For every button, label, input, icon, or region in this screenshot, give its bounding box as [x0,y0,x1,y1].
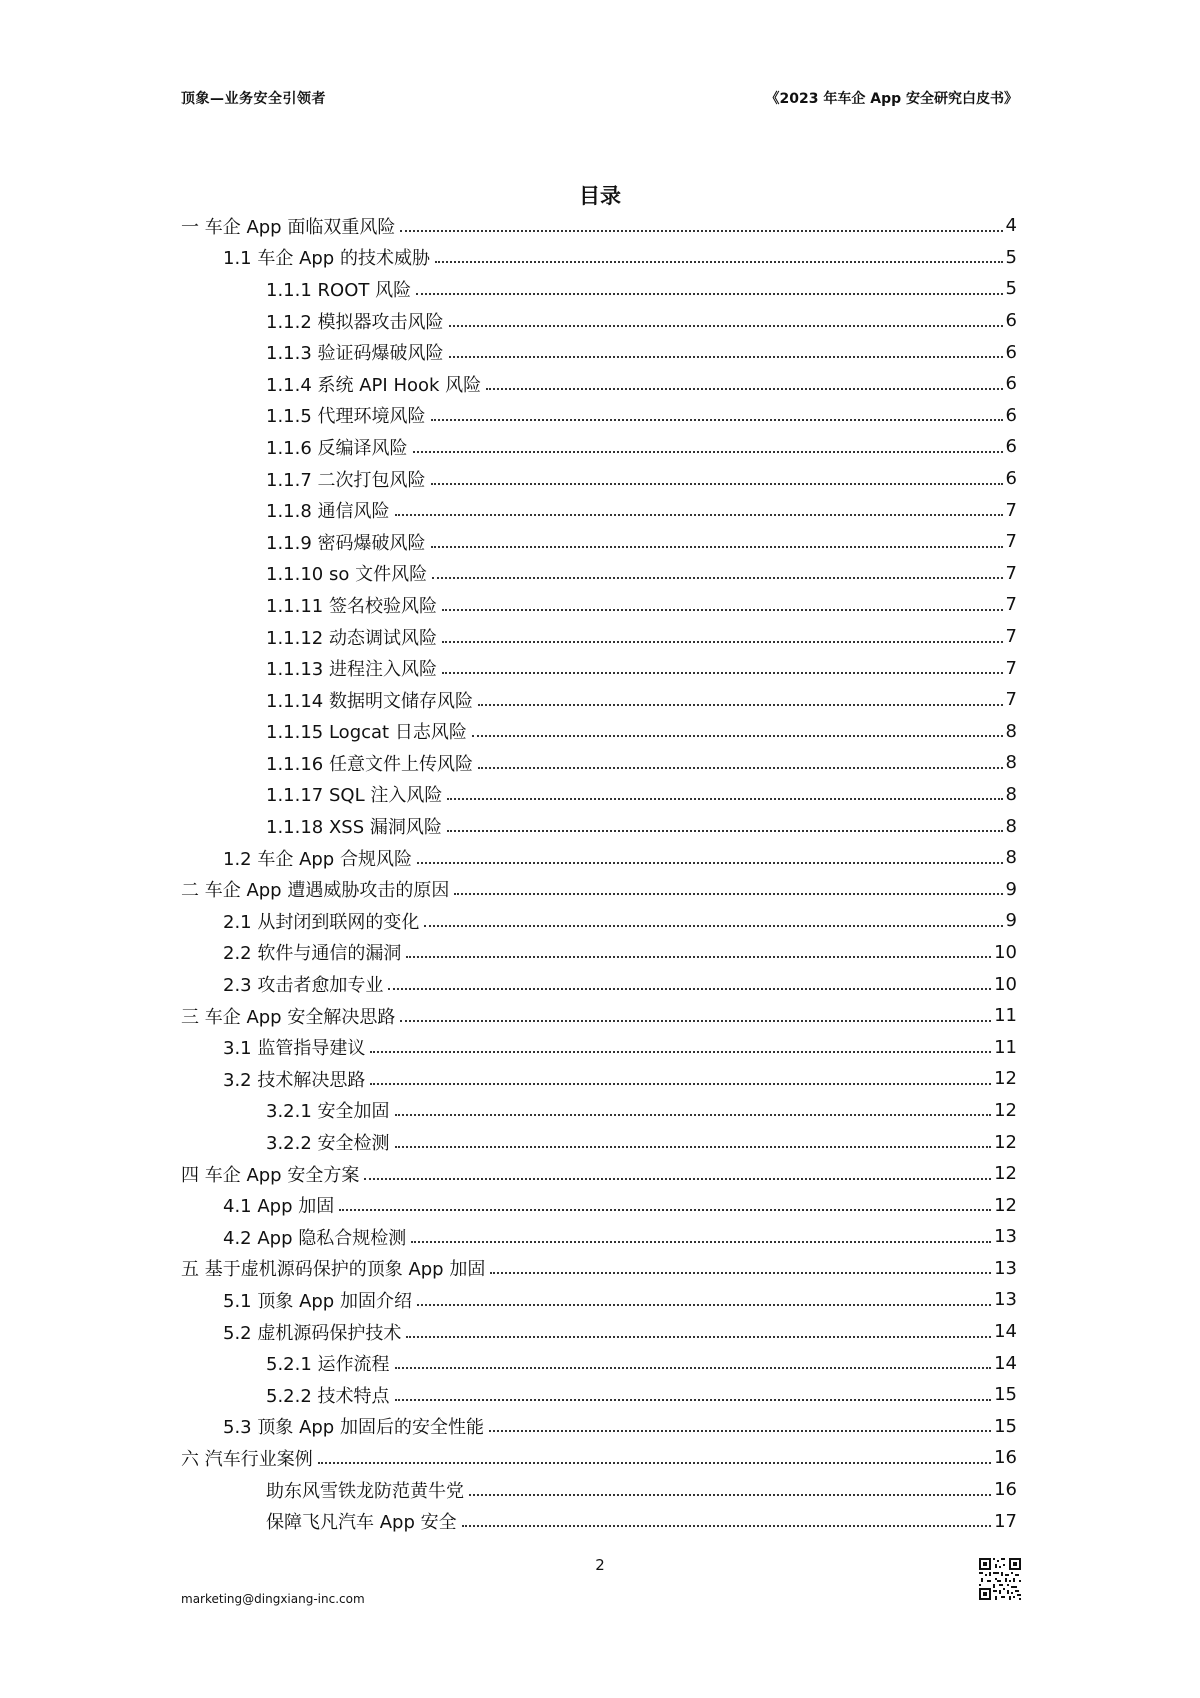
toc-entry-page: 4 [1005,215,1017,237]
toc-entry[interactable] [181,1474,1017,1506]
toc-entry-title: 四 车企 App 安全方案 [181,1164,360,1186]
toc-entry-page: 14 [994,1352,1017,1374]
toc-dot-leader [417,862,1003,864]
toc-entry-page: 13 [994,1289,1017,1311]
toc-entry[interactable] [181,873,1017,905]
toc-entry-title: 5.2.2 技术特点 [266,1385,390,1407]
toc-entry-title: 六 汽车行业案例 [181,1448,313,1470]
toc-dot-leader [370,1051,991,1053]
toc-entry-page: 8 [1005,815,1017,837]
toc-entry-title: 1.1.5 代理环境风险 [266,406,426,428]
toc-entry[interactable] [181,1347,1017,1379]
toc-entry-title: 2.2 软件与通信的漏洞 [223,943,402,965]
toc-dot-leader [442,641,1003,643]
toc-entry[interactable] [181,336,1017,368]
toc-entry-page: 12 [994,1163,1017,1185]
toc-dot-leader [370,1083,991,1085]
toc-entry[interactable] [181,968,1017,1000]
toc-entry-title: 三 车企 App 安全解决思路 [181,1006,396,1028]
toc-entry[interactable] [181,684,1017,716]
toc-dot-leader [416,293,1002,295]
toc-entry[interactable] [181,1095,1017,1127]
toc-entry[interactable] [181,400,1017,432]
qr-code-icon [978,1557,1022,1601]
toc-entry[interactable] [181,494,1017,526]
toc-dot-leader [339,1209,991,1211]
toc-dot-leader [411,1241,991,1243]
toc-entry-page: 10 [994,973,1017,995]
toc-entry-title: 5.1 顶象 App 加固介绍 [223,1290,412,1312]
toc-entry-page: 7 [1005,626,1017,648]
toc-entry[interactable] [181,905,1017,937]
toc-entry[interactable] [181,1379,1017,1411]
toc-entry[interactable] [181,1158,1017,1190]
toc-dot-leader [395,1146,992,1148]
toc-entry[interactable] [181,1031,1017,1063]
toc-dot-leader [489,1430,991,1432]
toc-entry[interactable] [181,463,1017,495]
toc-entry-page: 13 [994,1226,1017,1248]
toc-entry-title: 1.1.14 数据明文储存风险 [266,690,473,712]
toc-dot-leader [431,483,1003,485]
toc-entry-page: 5 [1005,278,1017,300]
toc-entry-title: 5.3 顶象 App 加固后的安全性能 [223,1417,484,1439]
toc-entry-page: 7 [1005,499,1017,521]
toc-entry-title: 5.2.1 运作流程 [266,1354,390,1376]
toc-dot-leader [413,451,1003,453]
toc-entry-page: 7 [1005,531,1017,553]
toc-entry-title: 1.1.10 so 文件风险 [266,564,428,586]
toc-entry[interactable] [181,273,1017,305]
toc-dot-leader [449,325,1003,327]
toc-entry-page: 9 [1005,910,1017,932]
toc-entry-title: 1.1.3 验证码爆破风险 [266,343,444,365]
toc-entry-title: 1.1.4 系统 API Hook 风险 [266,374,482,396]
footer-email[interactable]: marketing@dingxiang-inc.com [181,1592,365,1606]
toc-dot-leader [431,419,1003,421]
toc-entry[interactable] [181,1126,1017,1158]
toc-entry-page: 12 [994,1099,1017,1121]
toc-entry[interactable] [181,810,1017,842]
toc-dot-leader [462,1525,991,1527]
toc-entry[interactable] [181,526,1017,558]
toc-dot-leader [424,925,1002,927]
toc-entry-title: 3.1 监管指导建议 [223,1038,366,1060]
toc-dot-leader [454,893,1002,895]
toc-entry-title: 2.3 攻击者愈加专业 [223,975,384,997]
toc-dot-leader [406,956,991,958]
toc-entry-title: 1.1 车企 App 的技术威胁 [223,248,430,270]
toc-entry[interactable] [181,1253,1017,1285]
toc-entry[interactable] [181,779,1017,811]
toc-entry-page: 6 [1005,310,1017,332]
toc-dot-leader [432,577,1002,579]
toc-entry-page: 6 [1005,468,1017,490]
toc-dot-leader [364,1178,991,1180]
toc-entry-page: 6 [1005,341,1017,363]
toc-entry[interactable] [181,1316,1017,1348]
toc-dot-leader [395,514,1003,516]
toc-dot-leader [478,704,1003,706]
toc-dot-leader [395,1367,992,1369]
toc-entry[interactable] [181,842,1017,874]
toc-entry-page: 16 [994,1479,1017,1501]
toc-entry-page: 7 [1005,562,1017,584]
toc-dot-leader [400,1020,991,1022]
toc-entry-title: 1.1.7 二次打包风险 [266,469,426,491]
toc-dot-leader [417,1304,991,1306]
toc-entry-title: 1.1.8 通信风险 [266,501,390,523]
toc-entry-title: 1.1.17 SQL 注入风险 [266,785,443,807]
toc-entry-page: 7 [1005,657,1017,679]
toc-dot-leader [406,1336,991,1338]
toc-entry[interactable] [181,368,1017,400]
toc-entry[interactable] [181,747,1017,779]
toc-entry-title: 1.1.2 模拟器攻击风险 [266,311,444,333]
toc-entry-page: 17 [994,1510,1017,1532]
toc-dot-leader [400,230,1002,232]
toc-entry-page: 8 [1005,720,1017,742]
toc-entry-title: 一 车企 App 面临双重风险 [181,216,396,238]
toc-entry-title: 1.1.11 签名校验风险 [266,595,437,617]
toc-dot-leader [447,830,1003,832]
toc-entry[interactable] [181,1411,1017,1443]
toc-entry-title: 1.1.9 密码爆破风险 [266,532,426,554]
toc-entry-page: 7 [1005,594,1017,616]
toc-entry-title: 保障飞凡汽车 App 安全 [266,1512,457,1534]
toc-dot-leader [395,1114,992,1116]
toc-entry[interactable] [181,1000,1017,1032]
toc-dot-leader [472,735,1003,737]
toc-entry-page: 12 [994,1194,1017,1216]
toc-dot-leader [395,1399,992,1401]
toc-entry-title: 1.1.15 Logcat 日志风险 [266,722,467,744]
toc-entry[interactable] [181,1189,1017,1221]
toc-entry-title: 3.2 技术解决思路 [223,1069,366,1091]
toc-entry-title: 1.1.12 动态调试风险 [266,627,437,649]
toc-entry-page: 6 [1005,404,1017,426]
toc-entry-page: 12 [994,1068,1017,1090]
toc-dot-leader [449,356,1003,358]
toc-entry-title: 1.1.6 反编译风险 [266,437,408,459]
toc-dot-leader [388,988,991,990]
toc-entry[interactable] [181,1505,1017,1537]
toc-dot-leader [447,798,1002,800]
toc-entry-page: 8 [1005,783,1017,805]
toc-entry-page: 8 [1005,752,1017,774]
toc-entry-title: 1.1.13 进程注入风险 [266,659,437,681]
toc-entry[interactable] [181,1442,1017,1474]
toc-entry[interactable] [181,589,1017,621]
toc-entry-title: 3.2.2 安全检测 [266,1133,390,1155]
toc-entry[interactable] [181,558,1017,590]
toc-dot-leader [486,388,1002,390]
toc-entry[interactable] [181,210,1017,242]
toc-dot-leader [318,1462,991,1464]
toc-dot-leader [442,609,1003,611]
toc-dot-leader [442,672,1003,674]
toc-entry-page: 11 [994,1005,1017,1027]
table-of-contents [181,210,1017,1537]
toc-entry-title: 1.1.18 XSS 漏洞风险 [266,817,442,839]
page-number: 2 [595,1556,605,1574]
toc-dot-leader [490,1272,991,1274]
toc-entry-page: 11 [994,1036,1017,1058]
toc-title: 目录 [579,184,621,208]
toc-entry-title: 3.2.1 安全加固 [266,1101,390,1123]
toc-entry[interactable] [181,431,1017,463]
toc-entry[interactable] [181,937,1017,969]
toc-entry-title: 助东风雪铁龙防范黄牛党 [266,1480,464,1502]
toc-entry-title: 1.1.16 任意文件上传风险 [266,753,473,775]
toc-entry-title: 1.2 车企 App 合规风险 [223,848,412,870]
toc-entry-page: 14 [994,1321,1017,1343]
toc-entry-title: 五 基于虚机源码保护的顶象 App 加固 [181,1259,486,1281]
toc-entry-page: 6 [1005,373,1017,395]
toc-entry-title: 5.2 虚机源码保护技术 [223,1322,402,1344]
toc-entry-title: 4.2 App 隐私合规检测 [223,1227,407,1249]
header-right: 《2023 年车企 App 安全研究白皮书》 [765,91,1018,107]
toc-dot-leader [431,546,1003,548]
toc-entry-page: 15 [994,1415,1017,1437]
toc-entry[interactable] [181,305,1017,337]
toc-entry-title: 1.1.1 ROOT 风险 [266,279,412,301]
toc-entry-title: 2.1 从封闭到联网的变化 [223,911,420,933]
toc-entry-page: 12 [994,1131,1017,1153]
toc-entry[interactable] [181,652,1017,684]
toc-entry[interactable] [181,716,1017,748]
toc-entry[interactable] [181,242,1017,274]
header-left: 顶象—业务安全引领者 [181,91,326,107]
toc-dot-leader [435,261,1003,263]
toc-entry-title: 二 车企 App 遭遇威胁攻击的原因 [181,880,450,902]
toc-entry-page: 7 [1005,689,1017,711]
toc-entry-page: 16 [994,1447,1017,1469]
toc-entry[interactable] [181,1221,1017,1253]
toc-entry[interactable] [181,1284,1017,1316]
toc-entry-page: 5 [1005,246,1017,268]
toc-entry[interactable] [181,621,1017,653]
toc-entry-page: 9 [1005,878,1017,900]
toc-entry[interactable] [181,1063,1017,1095]
toc-entry-title: 4.1 App 加固 [223,1196,335,1218]
toc-dot-leader [469,1494,991,1496]
toc-entry-page: 13 [994,1257,1017,1279]
toc-entry-page: 15 [994,1384,1017,1406]
toc-entry-page: 10 [994,941,1017,963]
toc-entry-page: 8 [1005,847,1017,869]
toc-dot-leader [478,767,1003,769]
toc-entry-page: 6 [1005,436,1017,458]
